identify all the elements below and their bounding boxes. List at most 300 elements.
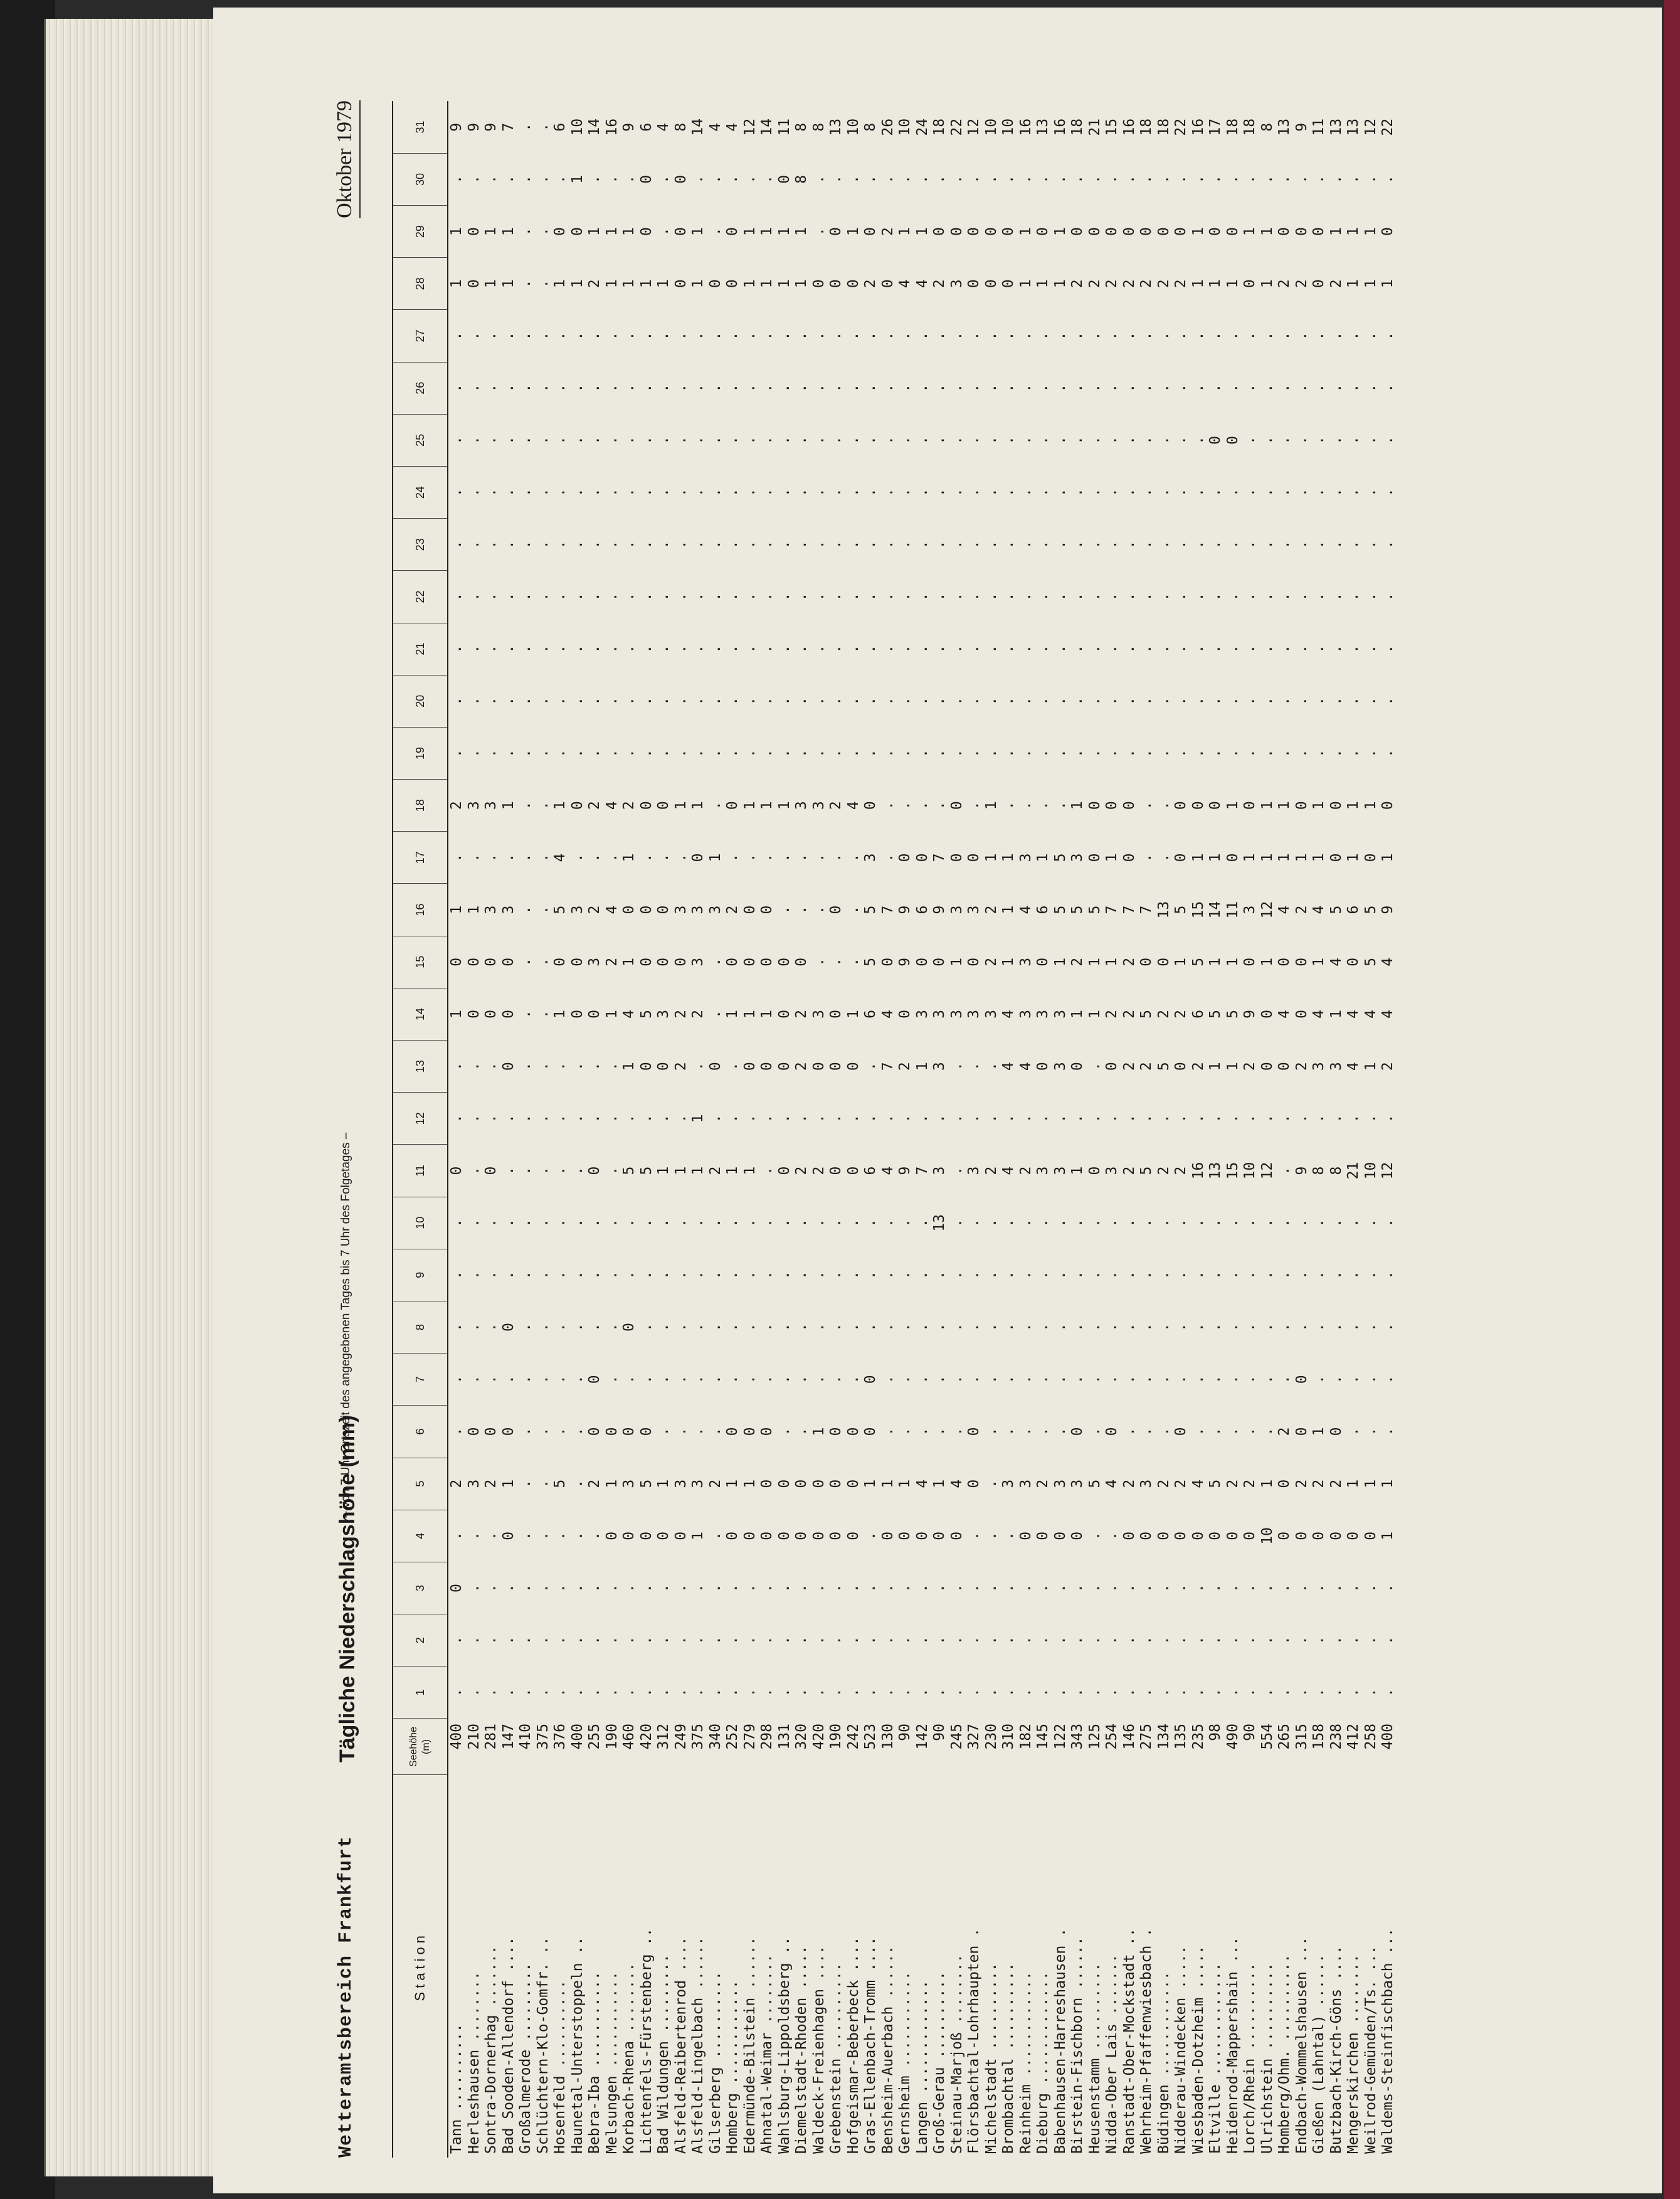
precipitation-value: 0 <box>828 1062 844 1071</box>
precipitation-value: . <box>1224 749 1241 758</box>
precipitation-value: . <box>621 435 637 445</box>
precipitation-value: . <box>465 383 482 393</box>
precipitation-value: 0 <box>1121 227 1138 236</box>
precipitation-value: 2 <box>879 227 896 236</box>
precipitation-value: 0 <box>1069 227 1086 236</box>
precipitation-value: 1 <box>879 1479 896 1488</box>
precipitation-value: . <box>897 1636 913 1645</box>
precipitation-value: 0 <box>776 1479 793 1488</box>
precipitation-value: . <box>741 540 758 549</box>
precipitation-value: 0 <box>828 279 844 289</box>
precipitation-value: . <box>724 331 741 341</box>
precipitation-value: . <box>603 1062 620 1071</box>
precipitation-value: . <box>776 644 793 654</box>
precipitation-value: . <box>569 592 586 601</box>
station-name: Ulrichstein .......... <box>1259 1963 1276 2154</box>
precipitation-value: . <box>552 1218 568 1227</box>
precipitation-value: . <box>897 1427 913 1436</box>
precipitation-value: 0 <box>1293 1427 1310 1436</box>
precipitation-value: 2 <box>1017 1166 1034 1175</box>
station-name: Wiesbaden-Dotzheim ..... <box>1190 1945 1207 2154</box>
precipitation-value: 3 <box>483 905 499 914</box>
precipitation-value: . <box>724 1688 741 1697</box>
precipitation-value: . <box>672 1584 689 1592</box>
precipitation-value: . <box>690 540 706 549</box>
precipitation-value: . <box>672 853 689 862</box>
precipitation-value: . <box>914 1218 931 1227</box>
station-name: Heidenrod-Mappershain ... <box>1224 1936 1241 2154</box>
station-altitude: 134 <box>1155 1724 1172 1750</box>
precipitation-value: . <box>1086 1584 1103 1592</box>
precipitation-value: . <box>1173 1636 1189 1645</box>
precipitation-value: . <box>603 1688 620 1697</box>
precipitation-value: . <box>810 1688 827 1697</box>
precipitation-value: 3 <box>948 1010 965 1019</box>
precipitation-value: 4 <box>1000 1062 1017 1071</box>
precipitation-value: . <box>1017 696 1034 706</box>
precipitation-value: . <box>672 592 689 601</box>
precipitation-value: 0 <box>465 1427 482 1436</box>
precipitation-value: . <box>534 227 551 236</box>
precipitation-value: . <box>1000 1114 1017 1123</box>
precipitation-value: . <box>741 488 758 497</box>
precipitation-value: . <box>1259 1688 1276 1697</box>
precipitation-value: 13 <box>1345 118 1361 136</box>
precipitation-value: . <box>569 488 586 497</box>
precipitation-value: 1 <box>1362 227 1379 236</box>
precipitation-value: . <box>1224 331 1241 341</box>
precipitation-value: . <box>862 540 879 549</box>
precipitation-value: . <box>741 1114 758 1123</box>
precipitation-value: . <box>1259 1427 1276 1436</box>
precipitation-value: 2 <box>672 1062 689 1071</box>
precipitation-value: . <box>1000 1584 1017 1592</box>
precipitation-value: . <box>1138 488 1154 497</box>
precipitation-value: 0 <box>707 1062 724 1071</box>
precipitation-value: 16 <box>1121 118 1138 136</box>
station-altitude: 238 <box>1328 1724 1345 1750</box>
precipitation-value: 1 <box>1259 957 1276 967</box>
precipitation-value: . <box>690 1636 706 1645</box>
precipitation-value: . <box>534 905 551 914</box>
precipitation-value: . <box>1138 1375 1154 1384</box>
precipitation-value: 2 <box>1121 1062 1138 1071</box>
precipitation-value: 2 <box>1224 1479 1241 1488</box>
precipitation-value: . <box>1362 1375 1379 1384</box>
precipitation-value: . <box>1000 1218 1017 1227</box>
precipitation-value: . <box>517 122 534 132</box>
table-row <box>724 101 742 2158</box>
precipitation-value: 1 <box>690 227 706 236</box>
precipitation-value: . <box>776 905 793 914</box>
precipitation-value: . <box>931 1688 948 1697</box>
precipitation-value: . <box>862 1688 879 1697</box>
precipitation-value: . <box>1121 435 1138 445</box>
precipitation-value: . <box>1035 540 1051 549</box>
precipitation-value: . <box>1207 749 1223 758</box>
precipitation-value: 0 <box>724 1427 741 1436</box>
precipitation-value: . <box>897 644 913 654</box>
precipitation-value: . <box>1017 1427 1034 1436</box>
precipitation-value: . <box>1155 853 1172 862</box>
precipitation-value: 2 <box>1328 1479 1345 1488</box>
precipitation-value: 0 <box>1311 279 1327 289</box>
precipitation-value: . <box>897 331 913 341</box>
day-column-header: 26 <box>393 362 448 414</box>
precipitation-value: . <box>534 853 551 862</box>
precipitation-value: . <box>517 1688 534 1697</box>
station-name: Bensheim-Auerbach ...... <box>879 1945 896 2154</box>
precipitation-value: . <box>1345 1584 1361 1592</box>
precipitation-value: . <box>1345 592 1361 601</box>
precipitation-value: . <box>534 1010 551 1019</box>
precipitation-value: . <box>707 1010 724 1019</box>
precipitation-value: 0 <box>465 957 482 967</box>
precipitation-value: 0 <box>1242 1531 1258 1540</box>
precipitation-value: . <box>448 1375 465 1384</box>
precipitation-value: . <box>1104 1114 1120 1123</box>
station-altitude: 145 <box>1035 1724 1051 1750</box>
precipitation-value: 1 <box>776 279 793 289</box>
precipitation-value: 1 <box>724 1479 741 1488</box>
day-column-header: 15 <box>393 936 448 988</box>
precipitation-value: 1 <box>672 1166 689 1175</box>
day-column-header: 21 <box>393 623 448 675</box>
precipitation-value: . <box>724 1062 741 1071</box>
precipitation-value: 1 <box>862 1479 879 1488</box>
precipitation-value: 1 <box>1086 1010 1103 1019</box>
precipitation-value: . <box>1121 1427 1138 1436</box>
precipitation-value: . <box>448 1427 465 1436</box>
precipitation-value: . <box>948 540 965 549</box>
precipitation-value: . <box>1362 540 1379 549</box>
precipitation-value: . <box>776 540 793 549</box>
precipitation-value: 3 <box>500 905 517 914</box>
precipitation-value: . <box>1293 1114 1310 1123</box>
station-name: Gras-Ellenbach-Tromm .... <box>862 1936 879 2154</box>
precipitation-value: 2 <box>672 1010 689 1019</box>
precipitation-value: . <box>966 644 982 654</box>
day-column-header: 16 <box>393 884 448 936</box>
precipitation-value: . <box>1138 435 1154 445</box>
station-altitude: 310 <box>1000 1724 1017 1750</box>
precipitation-value: 3 <box>931 1166 948 1175</box>
precipitation-value: . <box>983 696 1000 706</box>
precipitation-value: 3 <box>966 1166 982 1175</box>
precipitation-value: . <box>1121 1636 1138 1645</box>
precipitation-value: . <box>983 1114 1000 1123</box>
station-altitude: 320 <box>793 1724 810 1750</box>
precipitation-value: . <box>1086 749 1103 758</box>
precipitation-value: . <box>621 1218 637 1227</box>
precipitation-value: . <box>776 1218 793 1227</box>
precipitation-value: . <box>1155 331 1172 341</box>
precipitation-value: 0 <box>500 1010 517 1019</box>
precipitation-value: 16 <box>1052 118 1069 136</box>
precipitation-value: . <box>707 435 724 445</box>
station-name: Ahnatal-Weimar ........ <box>759 1954 775 2154</box>
station-altitude: 255 <box>586 1724 603 1750</box>
precipitation-value: . <box>483 1270 499 1280</box>
precipitation-value: 1 <box>690 279 706 289</box>
precipitation-value: . <box>1086 1270 1103 1280</box>
precipitation-value: . <box>1104 1218 1120 1227</box>
precipitation-value: . <box>897 592 913 601</box>
precipitation-value: . <box>810 749 827 758</box>
precipitation-value: . <box>1276 1584 1292 1592</box>
precipitation-value: . <box>1121 696 1138 706</box>
precipitation-value: . <box>603 1218 620 1227</box>
precipitation-value: 0 <box>793 1479 810 1488</box>
precipitation-value: 0 <box>845 1427 862 1436</box>
precipitation-value: . <box>1069 696 1086 706</box>
precipitation-value: . <box>741 853 758 862</box>
precipitation-value: 4 <box>603 905 620 914</box>
precipitation-value: . <box>1276 435 1292 445</box>
precipitation-value: . <box>1000 749 1017 758</box>
precipitation-value: . <box>1380 749 1396 758</box>
precipitation-value: . <box>552 592 568 601</box>
precipitation-value: 1 <box>1345 279 1361 289</box>
precipitation-value: 0 <box>983 279 1000 289</box>
station-name: Homberg/Ohm. .......... <box>1276 1954 1292 2154</box>
precipitation-value: . <box>793 540 810 549</box>
precipitation-value: 4 <box>914 1479 931 1488</box>
precipitation-value: . <box>690 1270 706 1280</box>
precipitation-value: . <box>1224 1427 1241 1436</box>
precipitation-value: . <box>1086 435 1103 445</box>
precipitation-value: . <box>1190 488 1207 497</box>
precipitation-value: . <box>655 540 672 549</box>
precipitation-value: . <box>672 1636 689 1645</box>
precipitation-value: 1 <box>1242 853 1258 862</box>
precipitation-value: 1 <box>448 227 465 236</box>
precipitation-value: . <box>828 1218 844 1227</box>
precipitation-value: . <box>983 175 1000 184</box>
precipitation-value: . <box>724 644 741 654</box>
precipitation-value: . <box>1311 1688 1327 1697</box>
precipitation-value: . <box>1173 1218 1189 1227</box>
precipitation-value: . <box>914 1375 931 1384</box>
precipitation-value: 7 <box>879 905 896 914</box>
precipitation-value: 2 <box>793 1062 810 1071</box>
precipitation-value: . <box>534 1688 551 1697</box>
precipitation-value: . <box>759 1114 775 1123</box>
station-altitude: 375 <box>690 1724 706 1750</box>
precipitation-value: 1 <box>1035 279 1051 289</box>
precipitation-value: . <box>586 696 603 706</box>
precipitation-value: . <box>966 1323 982 1332</box>
station-name: Waldems-Steinfischbach ... <box>1380 1927 1396 2154</box>
precipitation-value: 1 <box>569 279 586 289</box>
precipitation-value: . <box>1017 1636 1034 1645</box>
station-altitude: 400 <box>1380 1724 1396 1750</box>
precipitation-value: . <box>707 175 724 184</box>
precipitation-value: . <box>690 1323 706 1332</box>
precipitation-value: . <box>1000 383 1017 393</box>
precipitation-value: . <box>586 853 603 862</box>
office-title: Wetteramtsbereich Frankfurt <box>335 1835 357 2158</box>
precipitation-value: . <box>1121 1584 1138 1592</box>
precipitation-value: . <box>1328 435 1345 445</box>
precipitation-value: 8 <box>1311 1166 1327 1175</box>
precipitation-value: 22 <box>1173 118 1189 136</box>
station-name: Lichtenfels-Fürstenberg .. <box>638 1927 655 2154</box>
precipitation-value: . <box>707 644 724 654</box>
precipitation-value: . <box>569 331 586 341</box>
precipitation-value: . <box>1138 331 1154 341</box>
precipitation-value: . <box>1224 696 1241 706</box>
precipitation-value: . <box>1035 175 1051 184</box>
precipitation-value: 2 <box>707 1479 724 1488</box>
precipitation-value: 1 <box>603 279 620 289</box>
precipitation-value: . <box>448 1218 465 1227</box>
precipitation-value: 1 <box>897 1479 913 1488</box>
precipitation-value: 2 <box>810 1166 827 1175</box>
precipitation-value: 2 <box>1069 957 1086 967</box>
precipitation-value: . <box>1138 1636 1154 1645</box>
precipitation-value: 0 <box>603 1427 620 1436</box>
precipitation-value: . <box>810 1114 827 1123</box>
precipitation-value: . <box>1052 1584 1069 1592</box>
precipitation-value: . <box>759 749 775 758</box>
precipitation-value: . <box>1328 1218 1345 1227</box>
precipitation-value: 0 <box>828 1531 844 1540</box>
precipitation-value: . <box>672 1688 689 1697</box>
precipitation-value: . <box>1017 488 1034 497</box>
precipitation-value: . <box>603 1636 620 1645</box>
precipitation-value: . <box>1242 540 1258 549</box>
precipitation-value: . <box>724 696 741 706</box>
station-altitude: 130 <box>879 1724 896 1750</box>
station-name: Gernsheim ........... <box>897 1971 913 2154</box>
precipitation-value: . <box>966 1062 982 1071</box>
precipitation-value: . <box>1259 1584 1276 1592</box>
precipitation-value: . <box>517 1218 534 1227</box>
station-name: Birstein-Fischborn ...... <box>1069 1936 1086 2154</box>
precipitation-value: 9 <box>897 957 913 967</box>
precipitation-value: 10 <box>569 118 586 136</box>
precipitation-value: . <box>1190 749 1207 758</box>
precipitation-value: 0 <box>1121 1531 1138 1540</box>
precipitation-value: . <box>1190 435 1207 445</box>
precipitation-value: . <box>759 540 775 549</box>
precipitation-value: . <box>1207 1270 1223 1280</box>
day-column-header: 11 <box>393 1145 448 1197</box>
precipitation-value: . <box>552 1114 568 1123</box>
table-row <box>448 101 466 2158</box>
precipitation-value: 5 <box>638 1166 655 1175</box>
precipitation-value: . <box>845 1584 862 1592</box>
precipitation-value: . <box>897 1375 913 1384</box>
precipitation-value: . <box>1276 1114 1292 1123</box>
precipitation-value: . <box>483 1375 499 1384</box>
precipitation-value: 0 <box>776 1062 793 1071</box>
precipitation-value: 3 <box>1104 1166 1120 1175</box>
precipitation-value: . <box>862 696 879 706</box>
precipitation-value: . <box>1035 696 1051 706</box>
precipitation-value: . <box>1224 540 1241 549</box>
precipitation-value: . <box>793 905 810 914</box>
precipitation-value: 5 <box>638 1479 655 1488</box>
precipitation-value: . <box>1259 592 1276 601</box>
precipitation-value: 9 <box>897 1166 913 1175</box>
precipitation-value: . <box>897 1270 913 1280</box>
altitude-column-header <box>393 1719 448 1775</box>
station-name: Gilserberg .......... <box>707 1971 724 2154</box>
station-name: Nidda-Ober Lais ....... <box>1104 1954 1120 2154</box>
precipitation-value: 18 <box>931 118 948 136</box>
precipitation-value: . <box>1155 1688 1172 1697</box>
precipitation-value: . <box>1155 644 1172 654</box>
precipitation-value: 13 <box>1155 901 1172 919</box>
precipitation-value: . <box>1345 1270 1361 1280</box>
precipitation-value: . <box>1121 331 1138 341</box>
precipitation-value: . <box>655 1270 672 1280</box>
precipitation-value: . <box>966 801 982 810</box>
station-altitude: 190 <box>603 1724 620 1750</box>
precipitation-value: 0 <box>586 1375 603 1384</box>
precipitation-value: 8 <box>810 122 827 132</box>
precipitation-value: 3 <box>1017 957 1034 967</box>
precipitation-value: . <box>483 488 499 497</box>
station-altitude: 275 <box>1138 1724 1154 1750</box>
precipitation-value: . <box>448 853 465 862</box>
precipitation-value: 2 <box>448 801 465 810</box>
precipitation-value: 1 <box>776 227 793 236</box>
precipitation-value: 2 <box>862 279 879 289</box>
precipitation-value: . <box>534 1427 551 1436</box>
precipitation-value: . <box>1259 749 1276 758</box>
precipitation-value: 2 <box>1155 279 1172 289</box>
precipitation-value: . <box>500 1584 517 1592</box>
precipitation-value: . <box>931 1584 948 1592</box>
precipitation-value: . <box>1380 1584 1396 1592</box>
precipitation-value: . <box>828 957 844 967</box>
precipitation-value: . <box>534 1375 551 1384</box>
precipitation-value: . <box>862 1062 879 1071</box>
precipitation-value: 2 <box>793 1010 810 1019</box>
precipitation-value: . <box>465 488 482 497</box>
precipitation-value: 2 <box>586 801 603 810</box>
precipitation-value: . <box>603 435 620 445</box>
precipitation-value: . <box>1069 488 1086 497</box>
precipitation-value: 2 <box>586 279 603 289</box>
precipitation-value: . <box>983 540 1000 549</box>
precipitation-value: . <box>966 1218 982 1227</box>
precipitation-value: . <box>1207 1636 1223 1645</box>
precipitation-value: . <box>1017 540 1034 549</box>
table-row <box>552 101 569 2158</box>
precipitation-value: . <box>931 696 948 706</box>
precipitation-value: 0 <box>621 1427 637 1436</box>
precipitation-value: 0 <box>483 1166 499 1175</box>
station-name: Grebenstein .......... <box>828 1963 844 2154</box>
precipitation-value: 0 <box>655 957 672 967</box>
precipitation-value: . <box>1380 1114 1396 1123</box>
precipitation-value: . <box>879 592 896 601</box>
precipitation-value: . <box>483 1323 499 1332</box>
table-row <box>1156 101 1173 2158</box>
precipitation-value: . <box>741 592 758 601</box>
precipitation-value: . <box>862 644 879 654</box>
precipitation-value: . <box>983 1270 1000 1280</box>
day-column-header: 22 <box>393 571 448 623</box>
station-name: Alsfeld-Lingelbach ...... <box>690 1936 706 2154</box>
table-row <box>1104 101 1121 2158</box>
precipitation-value: . <box>914 1270 931 1280</box>
precipitation-value: . <box>828 175 844 184</box>
